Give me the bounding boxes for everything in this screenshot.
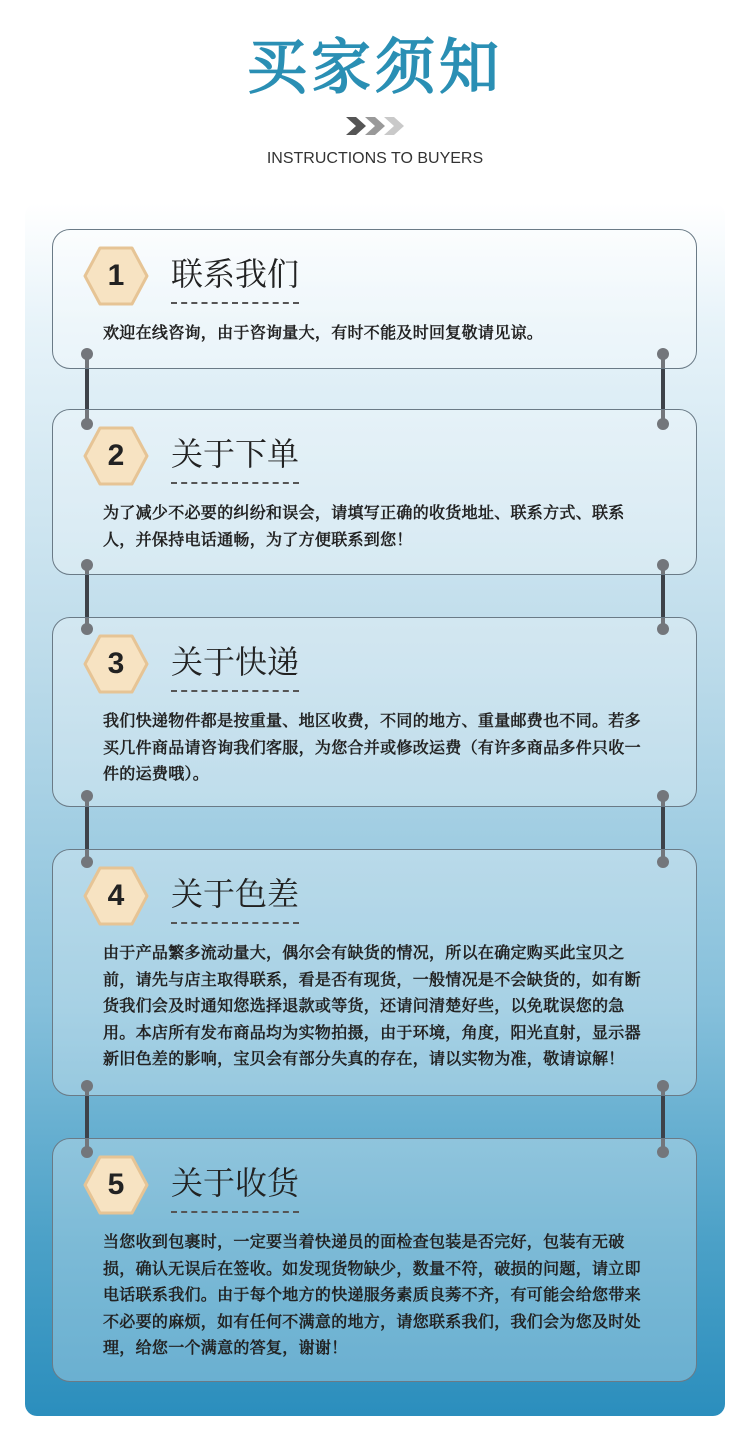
section-title: 关于下单 [171,434,299,484]
chevron-right-icon [346,115,404,137]
section-text: 当您收到包裹时，一定要当着快递员的面检查包装是否完好，包装有无破损，确认无误后在签收。如发现货物缺少，数量不符，破损的问题，请立即电话联系我们。由于每个地方的快递服务素质良莠不齐，有可能会给您带来不必要的麻烦，如有任何不满意的地方，请您联系我们，我们会为您及时处理，给您一个满意的答复，谢谢！ [103,1232,641,1357]
section-title: 关于收货 [171,1163,299,1213]
section-card-2 [52,409,697,575]
section-number: 3 [107,647,125,680]
page-subtitle: INSTRUCTIONS TO BUYERS [266,150,484,167]
section-card-4 [52,849,697,1096]
section-title: 联系我们 [171,254,299,304]
section-title: 关于色差 [171,874,299,924]
section-text: 由于产品繁多流动量大，偶尔会有缺货的情况，所以在确定购买此宝贝之前，请先与店主取得联系，看是否有现货，一般情况是不会缺货的，如有断货我们会及时通知您选择退款或等货，还请问清楚好些，以免耽误您的急用。本店所有发布商品均为实物拍摄，由于环境，角度，阳光直射，显示器新旧色差的影响，宝贝会有部分失真的存在，请以实物为准，敬请谅解！ [103,943,641,1068]
section-text: 为了减少不必要的纠纷和误会，请填写正确的收货地址、联系方式、联系人，并保持电话通畅，为了方便联系到您！ [103,503,625,549]
section-number: 5 [107,1168,125,1201]
section-number: 2 [107,439,125,472]
section-card-3 [52,617,697,807]
section-title: 关于快递 [171,642,299,692]
section-text: 我们快递物件都是按重量、地区收费，不同的地方、重量邮费也不同。若多买几件商品请咨询我们客服，为您合并或修改运费（有许多商品多件只收一件的运费哦）。 [103,711,641,783]
section-number: 1 [107,259,125,292]
section-text: 欢迎在线咨询，由于咨询量大，有时不能及时回复敬请见谅。 [103,323,544,342]
section-number: 4 [107,879,125,912]
header [0,0,750,200]
section-card-1 [52,229,697,369]
page-title: 买家须知 [247,33,503,103]
section-card-5 [52,1138,697,1382]
